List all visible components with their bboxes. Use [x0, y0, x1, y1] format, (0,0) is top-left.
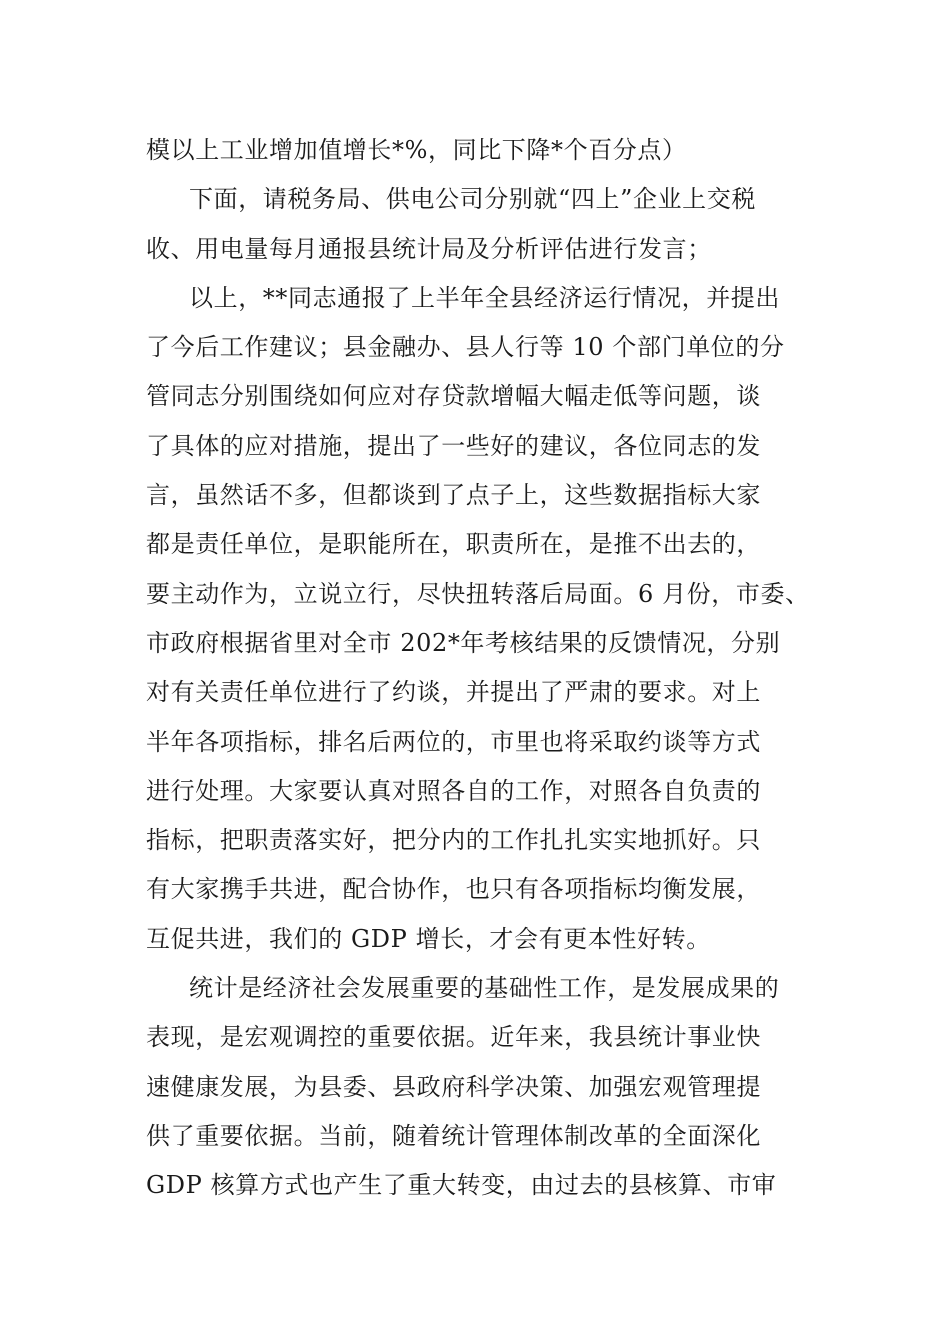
text-line: 模以上工业增加值增长*%，同比下降*个百分点）: [146, 136, 687, 164]
text-line: 管同志分别围绕如何应对存贷款增幅大幅走低等问题，谈: [146, 382, 761, 411]
text-line: 了具体的应对措施，提出了一些好的建议，各位同志的发: [146, 431, 761, 460]
text-line: 供了重要依据。当前，随着统计管理体制改革的全面深化: [146, 1121, 761, 1150]
text-line: 指标，把职责落实好，把分内的工作扎扎实实地抓好。只: [146, 826, 761, 855]
text-line: 收、用电量每月通报县统计局及分析评估进行发言；: [146, 234, 712, 263]
paragraph-first-line: 以上，**同志通报了上半年全县经济运行情况，并提出: [189, 283, 780, 312]
text-line: 表现，是宏观调控的重要依据。近年来，我县统计事业快: [146, 1023, 761, 1052]
text-line: 言，虽然话不多，但都谈到了点子上，这些数据指标大家: [146, 481, 761, 510]
text-line: 要主动作为，立说立行，尽快扭转落后局面。6 月份，市委、: [146, 579, 810, 608]
text-line: 有大家携手共进，配合协作，也只有各项指标均衡发展，: [146, 875, 761, 904]
text-line: GDP 核算方式也产生了重大转变，由过去的县核算、市审: [146, 1171, 777, 1200]
document-body: [146, 126, 826, 1211]
paragraph-first-line: 下面，请税务局、供电公司分别就“四上”企业上交税: [189, 185, 756, 214]
text-line: 进行处理。大家要认真对照各自的工作，对照各自负责的: [146, 776, 761, 805]
text-line: 半年各项指标，排名后两位的，市里也将采取约谈等方式: [146, 727, 761, 756]
paragraph-first-line: 统计是经济社会发展重要的基础性工作，是发展成果的: [189, 974, 780, 1003]
text-line: 市政府根据省里对全市 202*年考核结果的反馈情况，分别: [146, 628, 781, 657]
text-line: 都是责任单位，是职能所在，职责所在，是推不出去的，: [146, 530, 761, 559]
text-line: 了今后工作建议；县金融办、县人行等 10 个部门单位的分: [146, 333, 785, 362]
text-line: 互促共进，我们的 GDP 增长，才会有更本性好转。: [146, 924, 711, 953]
text-line: 速健康发展，为县委、县政府科学决策、加强宏观管理提: [146, 1072, 761, 1101]
text-line: 对有关责任单位进行了约谈，并提出了严肃的要求。对上: [146, 678, 761, 707]
